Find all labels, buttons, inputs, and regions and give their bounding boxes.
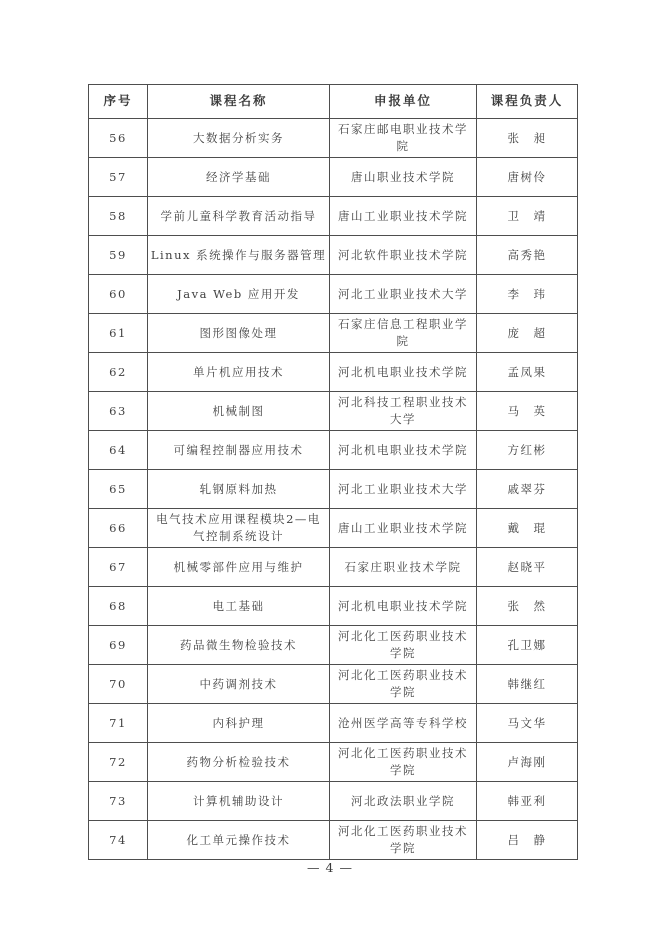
cell-leader: 张 昶: [477, 119, 578, 158]
table-row: [89, 119, 578, 158]
course-table: [88, 84, 578, 860]
header-unit: 申报单位: [330, 85, 477, 119]
cell-course: 大数据分析实务: [148, 119, 330, 158]
cell-unit: 石家庄职业技术学院: [330, 548, 477, 587]
cell-unit: 河北化工医药职业技术学院: [330, 626, 477, 665]
cell-leader: 孔卫娜: [477, 626, 578, 665]
cell-course: 电气技术应用课程模块2—电气控制系统设计: [148, 509, 330, 548]
cell-course: 化工单元操作技术: [148, 821, 330, 860]
table-row: [89, 665, 578, 704]
cell-no: 57: [89, 158, 148, 197]
cell-unit: 河北机电职业技术学院: [330, 353, 477, 392]
cell-leader: 戴 琨: [477, 509, 578, 548]
cell-leader: 李 玮: [477, 275, 578, 314]
cell-course: 药品微生物检验技术: [148, 626, 330, 665]
cell-course: 内科护理: [148, 704, 330, 743]
cell-unit: 石家庄邮电职业技术学院: [330, 119, 477, 158]
cell-no: 67: [89, 548, 148, 587]
cell-leader: 卢海刚: [477, 743, 578, 782]
cell-course: 机械零部件应用与维护: [148, 548, 330, 587]
cell-leader: 唐树伶: [477, 158, 578, 197]
cell-unit: 沧州医学高等专科学校: [330, 704, 477, 743]
cell-no: 62: [89, 353, 148, 392]
cell-unit: 河北化工医药职业技术学院: [330, 743, 477, 782]
cell-no: 68: [89, 587, 148, 626]
cell-no: 63: [89, 392, 148, 431]
cell-course: 可编程控制器应用技术: [148, 431, 330, 470]
cell-unit: 河北政法职业学院: [330, 782, 477, 821]
cell-no: 70: [89, 665, 148, 704]
cell-unit: 河北科技工程职业技术大学: [330, 392, 477, 431]
table-row: [89, 821, 578, 860]
cell-leader: 高秀艳: [477, 236, 578, 275]
table-body: [89, 119, 578, 860]
table-row: [89, 782, 578, 821]
header-no: 序号: [89, 85, 148, 119]
table-header: [89, 85, 578, 119]
cell-course: 图形图像处理: [148, 314, 330, 353]
cell-unit: 河北工业职业技术大学: [330, 470, 477, 509]
cell-leader: 韩亚利: [477, 782, 578, 821]
cell-unit: 河北软件职业技术学院: [330, 236, 477, 275]
table-row: [89, 314, 578, 353]
table-row: [89, 626, 578, 665]
table-row: [89, 197, 578, 236]
cell-unit: 唐山职业技术学院: [330, 158, 477, 197]
table-row: [89, 704, 578, 743]
cell-no: 73: [89, 782, 148, 821]
cell-unit: 河北机电职业技术学院: [330, 587, 477, 626]
cell-unit: 唐山工业职业技术学院: [330, 197, 477, 236]
table-row: [89, 587, 578, 626]
cell-course: 药物分析检验技术: [148, 743, 330, 782]
cell-no: 65: [89, 470, 148, 509]
header-leader: 课程负责人: [477, 85, 578, 119]
cell-leader: 韩继红: [477, 665, 578, 704]
cell-leader: 赵晓平: [477, 548, 578, 587]
cell-unit: 河北化工医药职业技术学院: [330, 821, 477, 860]
cell-course: 经济学基础: [148, 158, 330, 197]
table-row: [89, 509, 578, 548]
header-course: 课程名称: [148, 85, 330, 119]
cell-no: 74: [89, 821, 148, 860]
table-row: [89, 431, 578, 470]
cell-course: 中药调剂技术: [148, 665, 330, 704]
cell-leader: 马 英: [477, 392, 578, 431]
cell-no: 58: [89, 197, 148, 236]
table-row: [89, 392, 578, 431]
cell-no: 59: [89, 236, 148, 275]
cell-no: 64: [89, 431, 148, 470]
cell-no: 71: [89, 704, 148, 743]
table-row: [89, 548, 578, 587]
table-row: [89, 236, 578, 275]
cell-course: 计算机辅助设计: [148, 782, 330, 821]
cell-course: Linux 系统操作与服务器管理: [148, 236, 330, 275]
table-row: [89, 743, 578, 782]
cell-no: 72: [89, 743, 148, 782]
cell-no: 60: [89, 275, 148, 314]
table-row: [89, 470, 578, 509]
cell-leader: 马文华: [477, 704, 578, 743]
cell-leader: 孟凤果: [477, 353, 578, 392]
cell-leader: 戚翠芬: [477, 470, 578, 509]
cell-leader: 庞 超: [477, 314, 578, 353]
cell-unit: 河北化工医药职业技术学院: [330, 665, 477, 704]
cell-leader: 吕 静: [477, 821, 578, 860]
cell-no: 69: [89, 626, 148, 665]
table-row: [89, 353, 578, 392]
cell-unit: 石家庄信息工程职业学院: [330, 314, 477, 353]
cell-no: 66: [89, 509, 148, 548]
cell-course: 机械制图: [148, 392, 330, 431]
header-row: [89, 85, 578, 119]
cell-course: 单片机应用技术: [148, 353, 330, 392]
cell-leader: 方红彬: [477, 431, 578, 470]
table-row: [89, 158, 578, 197]
cell-leader: 卫 靖: [477, 197, 578, 236]
cell-unit: 唐山工业职业技术学院: [330, 509, 477, 548]
cell-no: 61: [89, 314, 148, 353]
cell-leader: 张 然: [477, 587, 578, 626]
cell-course: 学前儿童科学教育活动指导: [148, 197, 330, 236]
cell-course: Java Web 应用开发: [148, 275, 330, 314]
cell-course: 轧钢原料加热: [148, 470, 330, 509]
page-number: — 4 —: [307, 860, 353, 875]
cell-unit: 河北工业职业技术大学: [330, 275, 477, 314]
cell-no: 56: [89, 119, 148, 158]
table-row: [89, 275, 578, 314]
cell-course: 电工基础: [148, 587, 330, 626]
cell-unit: 河北机电职业技术学院: [330, 431, 477, 470]
